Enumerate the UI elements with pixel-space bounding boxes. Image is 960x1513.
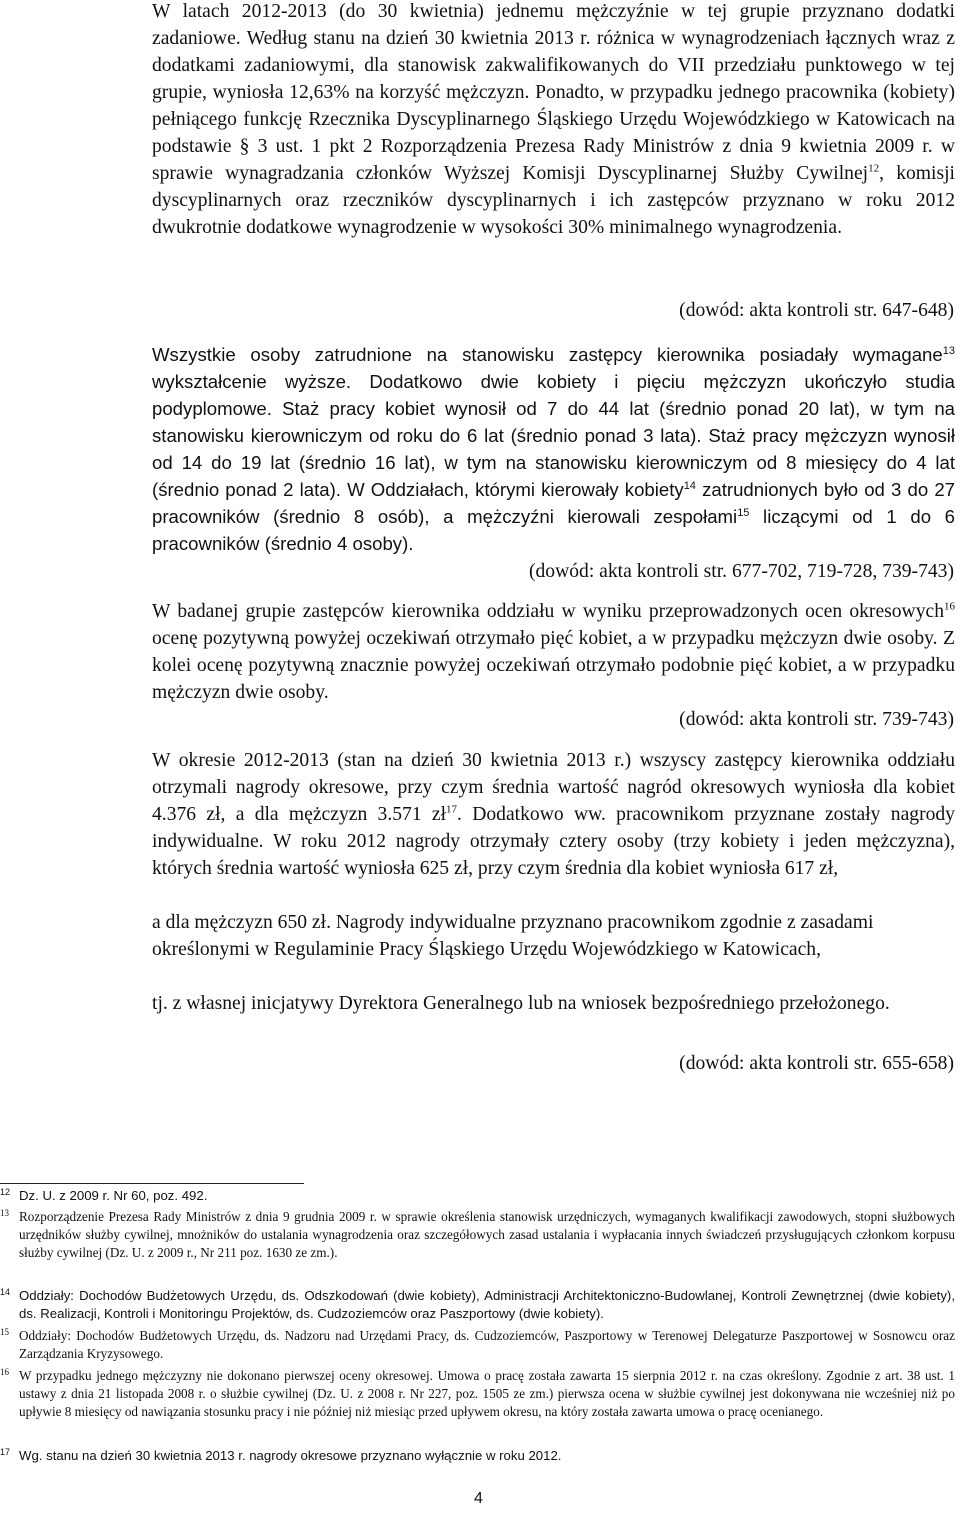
paragraph-4 — [152, 747, 955, 882]
paragraph-1-tail: , komisji dyscyplinarnych oraz rzeczników dyscyplinarnych i ich zastępców przyznano w roku 2012 dwukrotnie dodatkowe wynagrodzenie w wysokości 30% minimalnego wynagrodzenia. — [152, 163, 955, 238]
footnote-15: 15 Oddziały: Dochodów Budżetowych Urzędu, ds. Nadzoru nad Urzędami Pracy, ds. Cudzoziemców, Paszportowy w Terenowej Delegaturze Paszportowej w Sosnowcu oraz Zarządzania Kryzysowego. — [0, 1326, 955, 1361]
paragraph-4-final: tj. z własnej inicjatywy Dyrektora Generalnego lub na wniosek bezpośredniego przełożonego. — [152, 993, 890, 1014]
footnote-ref-14[interactable]: 14 — [683, 479, 696, 492]
footnote-16: 16 W przypadku jednego mężczyzny nie dokonano pierwszej oceny okresowej. Umowa o pracę została zawarta 15 sierpnia 2012 r. na czas określony. Zgodnie z art. 38 ust. 1 ustawy z dnia 21 listopada 2008 r. o służbie cywilnej (Dz. U. z 2008 r. Nr 227, poz. 1505 ze zm.) pierwsza ocena w służbie cywilnej jest dokonywana nie wcześniej niż po upływie 8 miesięcy od nawiązania stosunku pracy i nie później niż miesiąc przed upływem okresu, na który została zawarta umowa o pracę ocenianego. — [0, 1366, 955, 1419]
paragraph-3-text-b: ocenę pozytywną powyżej oczekiwań otrzymało pięć kobiet, a w przypadku mężczyzn dwie osoby. Z kolei ocenę pozytywną znacznie powyżej oczekiwań otrzymało podobnie pięć kobiet, a w przypadku mężczyzn dwie osoby. — [152, 628, 955, 703]
footnote-17-text: Wg. stanu na dzień 30 kwietnia 2013 r. nagrody okresowe przyznano wyłącznie w roku 2012. — [19, 1448, 562, 1463]
footnote-ref-12[interactable]: 12 — [868, 162, 880, 175]
footnote-12-text: Dz. U. z 2009 r. Nr 60, poz. 492. — [19, 1188, 208, 1203]
footnote-13: 13 Rozporządzenie Prezesa Rady Ministrów z dnia 9 grudnia 2009 r. w sprawie określenia stanowisk urzędniczych, wymaganych kwalifikacji zawodowych, stopni służbowych urzędników służby cywilnej, mnożników do ustalania wynagrodzenia oraz szczegółowych zasad ustalania i wypłacania innych świadczeń przysługujących członkom korpusu służby cywilnej (Dz. U. z 2009 r., Nr 211 poz. 1630 ze zm.). — [0, 1207, 955, 1260]
footnote-ref-13[interactable]: 13 — [942, 344, 955, 357]
paragraph-2-text-b: wykształcenie wyższe. Dodatkowo dwie kobiety i pięciu mężczyzn ukończyło studia podyplomowe. Staż pracy kobiet wynosił od 7 do 44 lat (średnio ponad 20 lat), w tym na stanowisku kierowniczym od roku do 6 lat (średnio ponad 3 lata). Staż pracy mężczyzn wynosił od 14 do 19 lat (średnio 16 lat), w tym na stanowisku kierowniczym od 8 miesięcy do 4 lat (średnio ponad 2 lata). W Oddziałach, którymi kierowały kobiety — [152, 371, 955, 500]
paragraph-2-text-c: zatrudnionych było od 3 do 27 pracowników (średnio 8 osób), a mężczyźni kierowali zespołami — [152, 479, 955, 527]
page-number: 4 — [474, 1490, 483, 1507]
footnote-14-text: Oddziały: Dochodów Budżetowych Urzędu, ds. Odszkodowań (dwie kobiety), Administracji Architektoniczno-Budowlanej, Kontroli Zewnętrznej (dwie kobiety), ds. Realizacji, Kontroli i Monitoringu Projektów, ds. Cudzoziemców oraz Paszportowy (dwie kobiety). — [19, 1288, 955, 1321]
paragraph-2-text-d: liczącymi od 1 do 6 pracowników (średnio 4 osoby). — [152, 506, 955, 554]
footnote-15-text: Oddziały: Dochodów Budżetowych Urzędu, ds. Nadzoru nad Urzędami Pracy, ds. Cudzoziemców, Paszportowy w Terenowej Delegaturze Paszportowej w Sosnowcu oraz Zarządzania Kryzysowego. — [19, 1328, 955, 1361]
paragraph-3 — [152, 598, 955, 706]
footnote-12: 12 Dz. U. z 2009 r. Nr 60, poz. 492. — [0, 1186, 208, 1203]
paragraph-1 — [152, 0, 955, 241]
evidence-4: (dowód: akta kontroli str. 655-658) — [679, 1053, 954, 1074]
footnote-14: 14 Oddziały: Dochodów Budżetowych Urzędu, ds. Odszkodowań (dwie kobiety), Administracji Architektoniczno-Budowlanej, Kontroli Zewnętrznej (dwie kobiety), ds. Realizacji, Kontroli i Monitoringu Projektów, ds. Cudzoziemców oraz Paszportowy (dwie kobiety). — [0, 1286, 955, 1321]
footnote-ref-16[interactable]: 16 — [944, 600, 955, 613]
evidence-2: (dowód: akta kontroli str. 677-702, 719-728, 739-743) — [528, 561, 954, 582]
paragraph-4-text-b: . Dodatkowo ww. pracownikom przyznane zostały nagrody indywidualne. W roku 2012 nagrody otrzymały cztery osoby (trzy kobiety i jeden mężczyzna), których średnia wartość wyniosła 625 zł, przy czym średnia dla kobiet wyniosła 617 zł, — [152, 804, 955, 879]
paragraph-4-text-a: W okresie 2012-2013 (stan na dzień 30 kwietnia 2013 r.) wszyscy zastępcy kierownika oddziału otrzymali nagrody okresowe, przy czym średnia wartość nagród okresowych wyniosła dla kobiet 4.376 zł, a dla mężczyzn 3.571 zł — [152, 750, 955, 825]
footnote-separator — [0, 1183, 304, 1184]
paragraph-2 — [152, 341, 955, 557]
evidence-1: (dowód: akta kontroli str. 647-648) — [679, 300, 954, 321]
paragraph-4-continued: a dla mężczyzn 650 zł. Nagrody indywidualne przyznano pracownikom zgodnie z zasadami określonymi w Regulaminie Pracy Śląskiego Urzędu Wojewódzkiego w Katowicach, — [152, 912, 874, 960]
footnote-ref-17[interactable]: 17 — [446, 803, 458, 816]
footnote-ref-15[interactable]: 15 — [737, 506, 750, 519]
footnote-17: 17 Wg. stanu na dzień 30 kwietnia 2013 r. nagrody okresowe przyznano wyłącznie w roku 2012. — [0, 1446, 562, 1463]
evidence-3: (dowód: akta kontroli str. 739-743) — [679, 709, 954, 730]
footnote-16-text: W przypadku jednego mężczyzny nie dokonano pierwszej oceny okresowej. Umowa o pracę została zawarta 15 sierpnia 2012 r. na czas określony. Zgodnie z art. 38 ust. 1 ustawy z dnia 21 listopada 2008 r. o służbie cywilnej (Dz. U. z 2008 r. Nr 227, poz. 1505 ze zm.) pierwsza ocena w służbie cywilnej jest dokonywana nie wcześniej niż po upływie 8 miesięcy od nawiązania stosunku pracy i nie później niż miesiąc przed upływem okresu, na który została zawarta umowa o pracę ocenianego. — [19, 1368, 955, 1419]
paragraph-3-text-a: W badanej grupie zastępców kierownika oddziału w wyniku przeprowadzonych ocen okresowych — [152, 601, 944, 622]
paragraph-2-text-a: Wszystkie osoby zatrudnione na stanowisku zastępcy kierownika posiadały wymagane — [152, 344, 943, 365]
footnote-13-text: Rozporządzenie Prezesa Rady Ministrów z dnia 9 grudnia 2009 r. w sprawie określenia stanowisk urzędniczych, wymaganych kwalifikacji zawodowych, stopni służbowych urzędników służby cywilnej, mnożników do ustalania wynagrodzenia oraz szczegółowych zasad ustalania i wypłacania innych świadczeń przysługujących członkom korpusu służby cywilnej (Dz. U. z 2009 r., Nr 211 poz. 1630 ze zm.). — [19, 1209, 955, 1260]
paragraph-1-text: W latach 2012-2013 (do 30 kwietnia) jednemu mężczyźnie w tej grupie przyznano dodatki zadaniowe. Według stanu na dzień 30 kwietnia 2013 r. różnica w wynagrodzeniach łącznych wraz z dodatkami zadaniowymi, dla stanowisk zakwalifikowanych do VII przedziału punktowego w tej grupie, wyniosła 12,63% na korzyść mężczyzn. Ponadto, w przypadku jednego pracownika (kobiety) pełniącego funkcję Rzecznika Dyscyplinarnego Śląskiego Urzędu Wojewódzkiego w Katowicach na podstawie § 3 ust. 1 pkt 2 Rozporządzenia Prezesa Rady Ministrów z dnia 9 kwietnia 2009 r. w sprawie wynagradzania członków Wyższej Komisji Dyscyplinarnej Służby Cywilnej — [152, 1, 955, 184]
